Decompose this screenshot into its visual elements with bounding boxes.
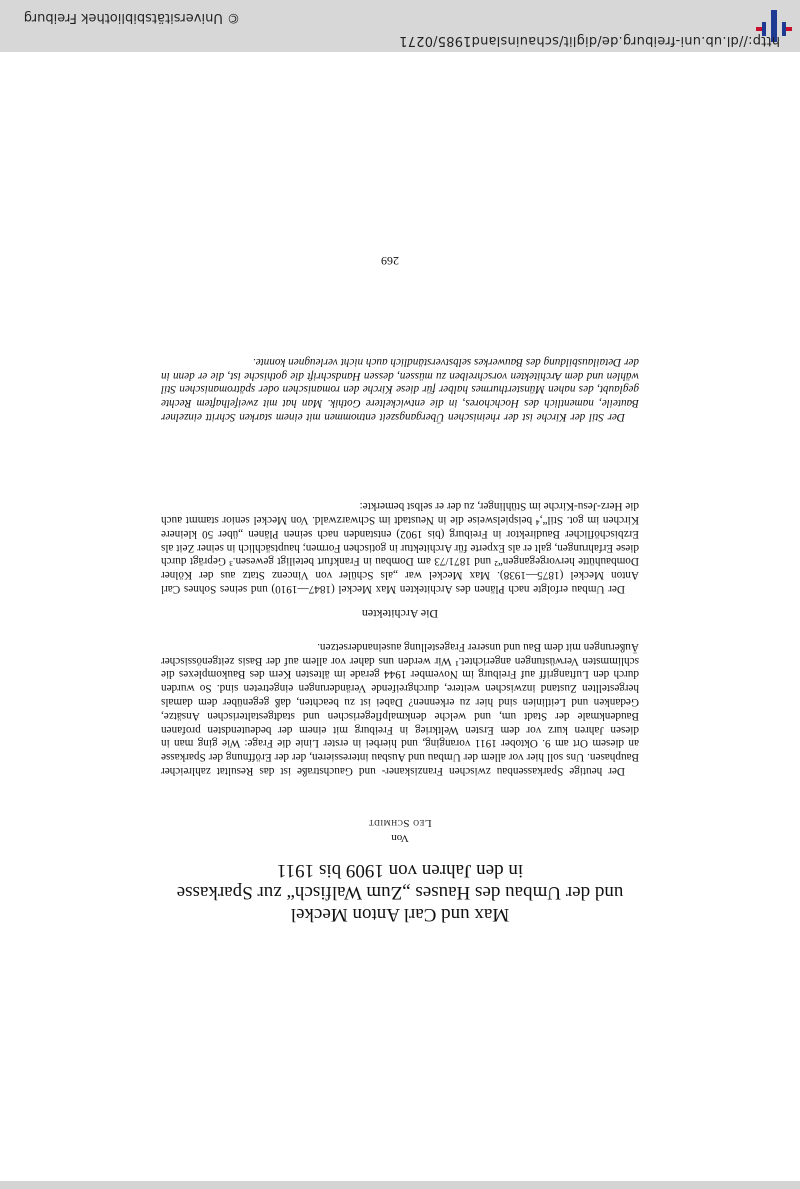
title-line-3: in den Jahren von 1909 bis 1911: [276, 860, 524, 881]
section-heading: Die Architekten: [361, 607, 439, 621]
bottom-strip: [0, 1181, 800, 1189]
intro-paragraph: Der heutige Sparkassenbau zwischen Franziskaner- und Gauchstraße ist das Resultat zahlreicher Bauphasen. Uns soll hier vor allem der Umbau und Ausbau interessieren, der der Eröffnung der Sparkasse an diesem Ort am 9. Oktober 1911 voranging, und hierbei in erster Linie die Frage: Wie ging man in diesen Jahren kurz vor dem Ersten Weltkrieg in Freiburg mit einem der bedeutendsten profanen Baudenkmale der Stadt um, und welche denkmalpflegerischen und stadtgestalterischen Ansätze, Gedanken und Leitlinien sind hier zu erkennen? Dabei ist zu beachten, daß gegenüber dem damals hergestellten Zustand inzwischen weitere, durchgreifende Veränderungen eingetreten sind. So wurden durch den Luftangriff auf Freiburg im November 1944 gerade im ältesten Kern des Baukomplexes die schlimmsten Verwüstungen angerichtet.¹ Wir werden uns daher vor allem auf der Basis zeitgenössischer Äußerungen mit dem Bau und unserer Fragestellung auseinandersetzen.: [161, 640, 639, 777]
article-title: [161, 859, 639, 925]
architects-paragraph: Der Umbau erfolgte nach Plänen des Architekten Max Meckel (1847—1910) und seines Sohnes Carl Anton Meckel (1875—1938). Max Meckel war „als Schüler von Vincenz Statz aus der Kölner Dombauhütte hervorgegangen“² und 1871/73 am Dombau in Frankfurt beteiligt gewesen.³ Geprägt durch diese Erfahrungen, galt er als Experte für Architektur in gotischen Formen; hauptsächlich in seiner Zeit als Erzbischöflicher Baudirektor in Freiburg (bis 1902) entstanden nach seinen Plänen „über 50 kleinere Kirchen im got. Stil“,⁴ beispielsweise die in Neustadt im Schwarzwald. Von Meckel senior stammt auch die Herz-Jesu-Kirche im Stühlinger, zu der er selbst bemerkte:: [161, 500, 639, 595]
source-url[interactable]: http://dl.ub.uni-freiburg.de/diglit/schauinsland1985/0271: [399, 33, 780, 48]
byline-von: Von: [391, 832, 409, 844]
title-line-2: und der Umbau des Hauses „Zum Walfisch“ zur Sparkasse: [176, 882, 624, 903]
quote-paragraph: Der Stil der Kirche ist der rheinischen Übergangszeit entnommen mit einem starken Schritt einzelner Bauteile, namentlich des Hochchores, in die entwickeltere Gothik. Man hat mit zweifelhaftem Rechte geglaubt, des nahen Münsterthurmes halber für diese Kirche den romanischen oder spätromanischen Stil wählen und dem Architekten vorschreiben zu müssen, dessen Handschrift die gothische ist, die er denn in der Detailausbildung des Bauwerkes selbstverständlich auch nicht verleugnen konnte.: [161, 355, 639, 423]
title-line-1: Max und Carl Anton Meckel: [290, 904, 510, 925]
author-name: Leo Schmidt: [368, 817, 432, 829]
page-number: 269: [381, 254, 399, 268]
library-credit: © Universitätsbibliothek Freiburg: [23, 10, 240, 25]
header-bar: [0, 0, 800, 52]
